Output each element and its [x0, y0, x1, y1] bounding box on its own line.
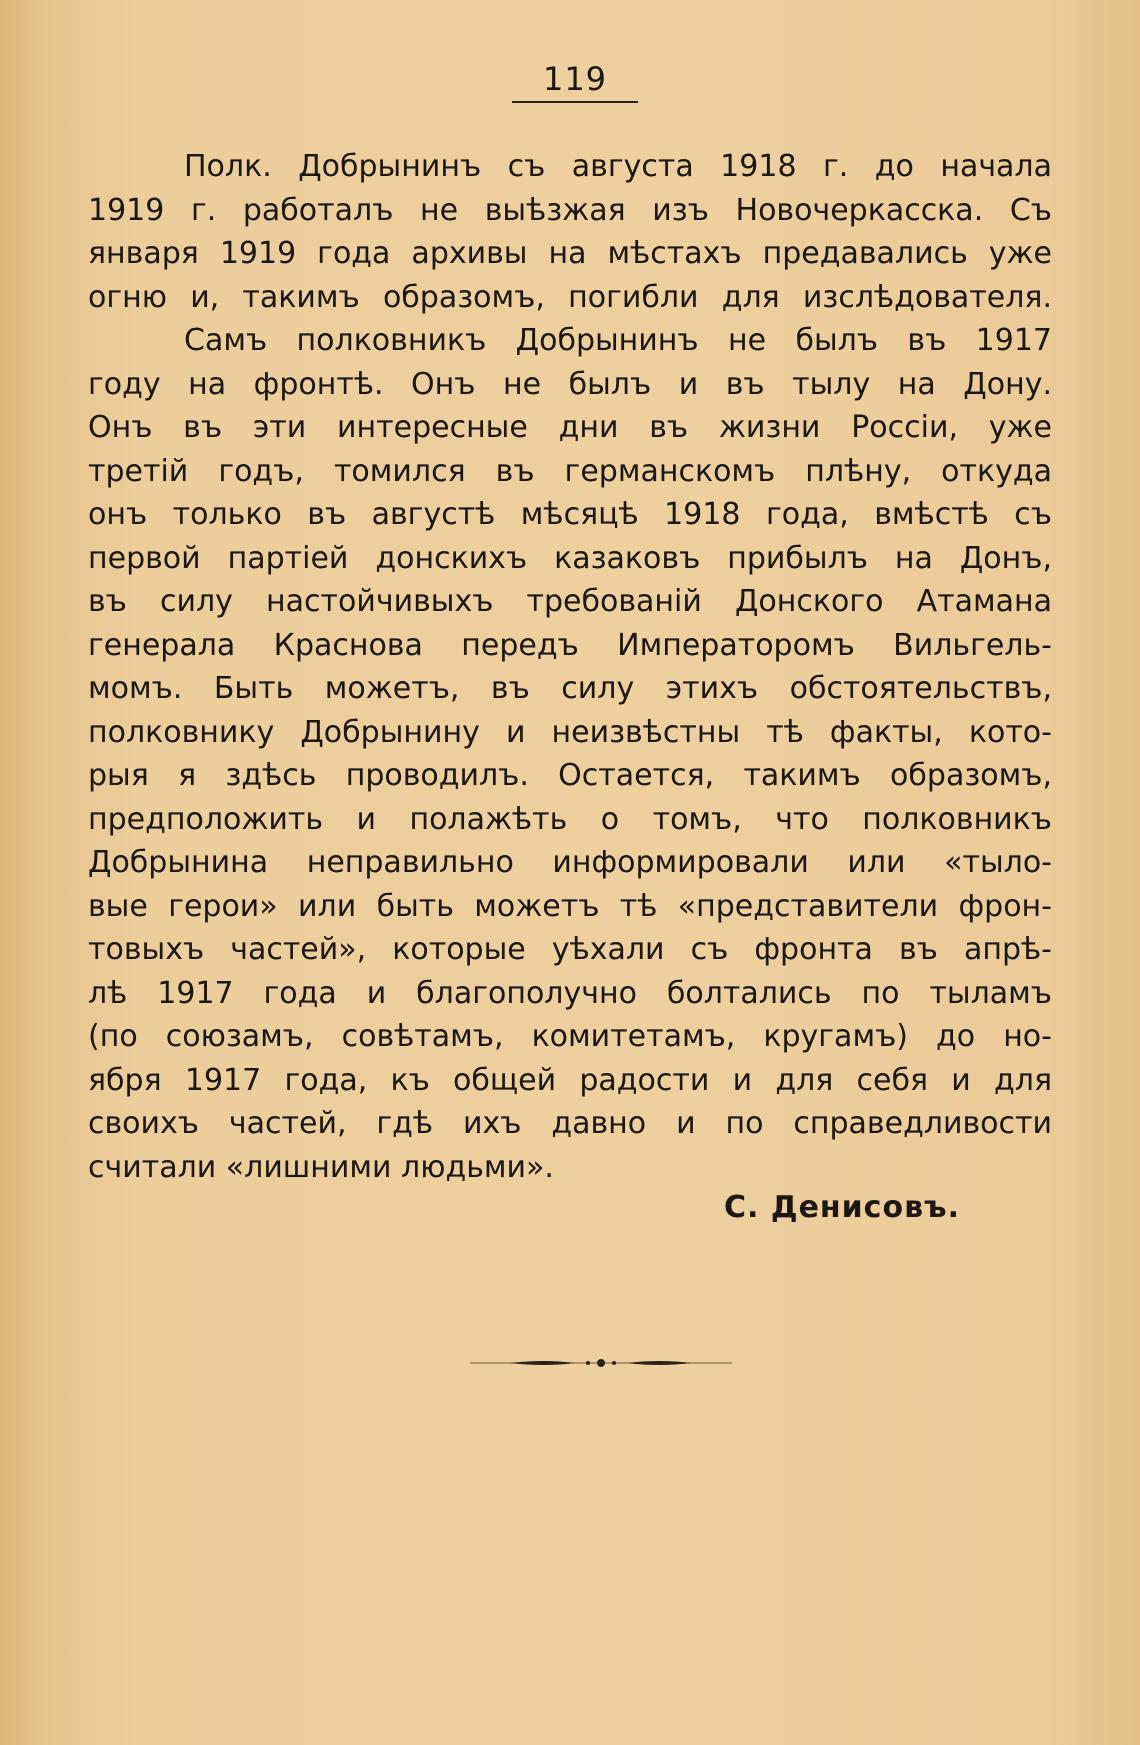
text-line: Полк. Добрынинъ съ августа 1918 г. до начала: [184, 149, 1052, 184]
text-line: (по союзамъ, совѣтамъ, комитетамъ, кругамъ) до но-: [88, 1019, 1052, 1054]
text-line: онъ только въ августѣ мѣсяцѣ 1918 года, вмѣстѣ съ: [88, 497, 1052, 532]
text-line: Самъ полковникъ Добрынинъ не былъ въ 1917: [184, 323, 1052, 358]
text-line: году на фронтѣ. Онъ не былъ и въ тылу на Дону.: [88, 366, 1052, 402]
text-line: считали «лишними людьми».: [88, 1149, 554, 1185]
ornament-divider: [470, 1355, 732, 1371]
body-text: [88, 145, 1052, 1189]
text-line: товыхъ частей», которые уѣхали съ фронта въ апрѣ-: [88, 932, 1052, 967]
signature: С. Денисовъ.: [724, 1190, 960, 1225]
page-number: 119: [542, 60, 608, 98]
text-line: огню и, такимъ образомъ, погибли для изслѣдователя.: [88, 279, 1052, 315]
text-line: своихъ частей, гдѣ ихъ давно и по справедливости: [88, 1106, 1052, 1141]
text-line: первой партіей донскихъ казаковъ прибылъ на Донъ,: [88, 540, 1052, 576]
text-line: января 1919 года архивы на мѣстахъ предавались уже: [88, 236, 1052, 271]
text-line: 1919 г. работалъ не выѣзжая изъ Новочеркасска. Съ: [88, 192, 1052, 228]
text-line: предположить и полажѣть о томъ, что полковникъ: [88, 801, 1052, 837]
text-line: ября 1917 года, къ общей радости и для себя и для: [88, 1062, 1052, 1098]
text-line: лѣ 1917 года и благополучно болтались по тыламъ: [88, 975, 1052, 1011]
page-number-rule: [512, 101, 638, 103]
text-line: въ силу настойчивыхъ требованій Донского Атамана: [88, 584, 1052, 619]
text-line: вые герои» или быть можетъ тѣ «представители фрон-: [88, 888, 1052, 924]
text-line: полковнику Добрынину и неизвѣстны тѣ факты, кото-: [88, 714, 1052, 750]
text-line: Онъ въ эти интересные дни въ жизни Россіи, уже: [88, 410, 1052, 445]
text-line: рыя я здѣсь проводилъ. Остается, такимъ образомъ,: [88, 758, 1052, 793]
text-line: третій годъ, томился въ германскомъ плѣну, откуда: [88, 453, 1052, 489]
text-line: момъ. Быть можетъ, въ силу этихъ обстоятельствъ,: [88, 671, 1052, 706]
text-line: Добрынина неправильно информировали или «тыло-: [88, 845, 1052, 880]
text-line: генерала Краснова передъ Императоромъ Вильгель-: [88, 627, 1052, 663]
